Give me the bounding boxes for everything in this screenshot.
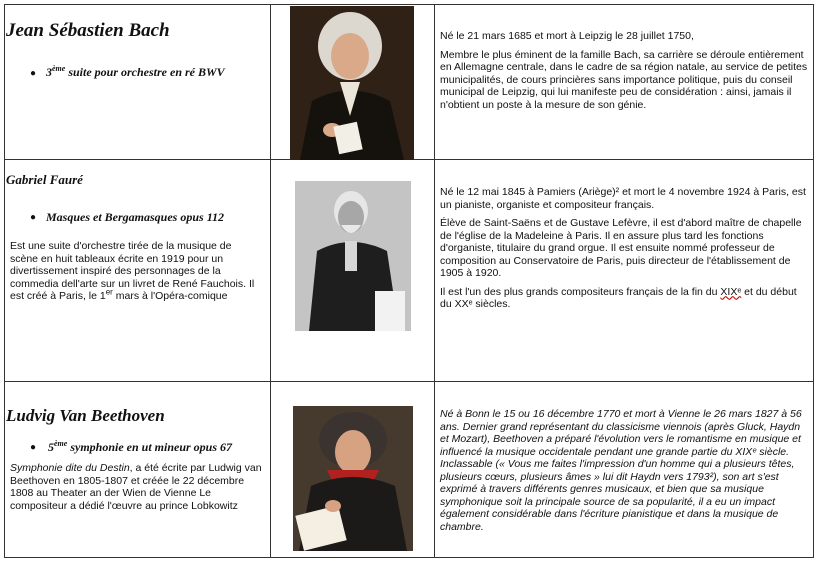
work-title-faure: Masques et Bergamasques opus 112 xyxy=(46,210,225,224)
faure-biography: Né le 12 mai 1845 à Pamiers (Ariège)² et mort le 4 novembre 1924 à Paris, est un pianiste, organiste et compositeur français. Élève de Saint-Saëns et de Gustave Lefèvre, il est d'abord maître de chapelle de l'église de la Madeleine à Paris. Il en assure plus tard les fonctions d'organiste, titulaire du grand orgue. Il est ensuite nommé professeur de composition au Conservatoire de Paris, puis directeur de l'établissement de 1905 à 1920. Il est l'un des plus grands compositeurs français de la fin du XIXᵉ et du début du XXᵉ siècles. xyxy=(440,186,806,310)
composer-name-faure: Gabriel Fauré xyxy=(6,172,83,187)
beethoven-biography: Né à Bonn le 15 ou 16 décembre 1770 et mort à Vienne le 26 mars 1827 à 56 ans. Dernier grand représentant du classicisme viennois (après Gluck, Haydn et Mozart), Beethoven a préparé l'évolution vers le romantisme en musique et influencé la musique occidentale pendant une grande partie du XIXᵉ siècle. Inclassable (« Vous me faites l'impression d'un homme qui a plusieurs têtes, plusieurs cœurs, plusieurs âmes » lui dit Haydn vers 1793²), son art s'est exprimé à travers différents genres musicaux, et bien que sa musique symphonique soit la principale source de sa popularité, il a eu un impact également considérable dans l'écriture pianistique et dans la musique de chambre. xyxy=(440,408,802,533)
bullet-icon: ● xyxy=(30,68,37,79)
bullet-icon: ● xyxy=(30,212,37,223)
work-description-beethoven: Symphonie dite du Destin, a été écrite par Ludwig van Beethoven en 1805-1807 et créée le 22 décembre 1808 au Theater an der Wien de Vienne Le compositeur a dédié l'œuvre au prince Lobkowitz xyxy=(10,462,262,512)
beethoven-portrait xyxy=(293,406,413,551)
composer-name-beethoven: Ludvig Van Beethoven xyxy=(6,406,165,425)
work-title-beethoven: 5ème symphonie en ut mineur opus 67 xyxy=(48,439,233,454)
bach-portrait xyxy=(290,6,414,160)
faure-portrait xyxy=(295,181,411,331)
bullet-icon: ● xyxy=(30,442,37,453)
composer-name-bach: Jean Sébastien Bach xyxy=(6,20,170,41)
work-title-bach: 3ème suite pour orchestre en ré BWV xyxy=(46,64,225,79)
work-description-faure: Est une suite d'orchestre tirée de la musique de scène en huit tableaux écrite en 1919 pour un divertissement inspiré des personnages de la commedia dell'arte sur un livret de René Fauchois. Il est créé à Paris, le 1er mars à l'Opéra-comique xyxy=(10,240,255,302)
bach-biography: Né le 21 mars 1685 et mort à Leipzig le 28 juillet 1750, Membre le plus éminent de la famille Bach, sa carrière se déroule entièrement en Allemagne centrale, dans le cadre de sa région natale, au service de petites municipalités, de cours princières sans importance politique, puis du conseil municipal de Leipzig, qui lui manifeste peu de considération : ainsi, jamais il n'obtient un poste à la mesure de son génie. xyxy=(440,30,808,111)
